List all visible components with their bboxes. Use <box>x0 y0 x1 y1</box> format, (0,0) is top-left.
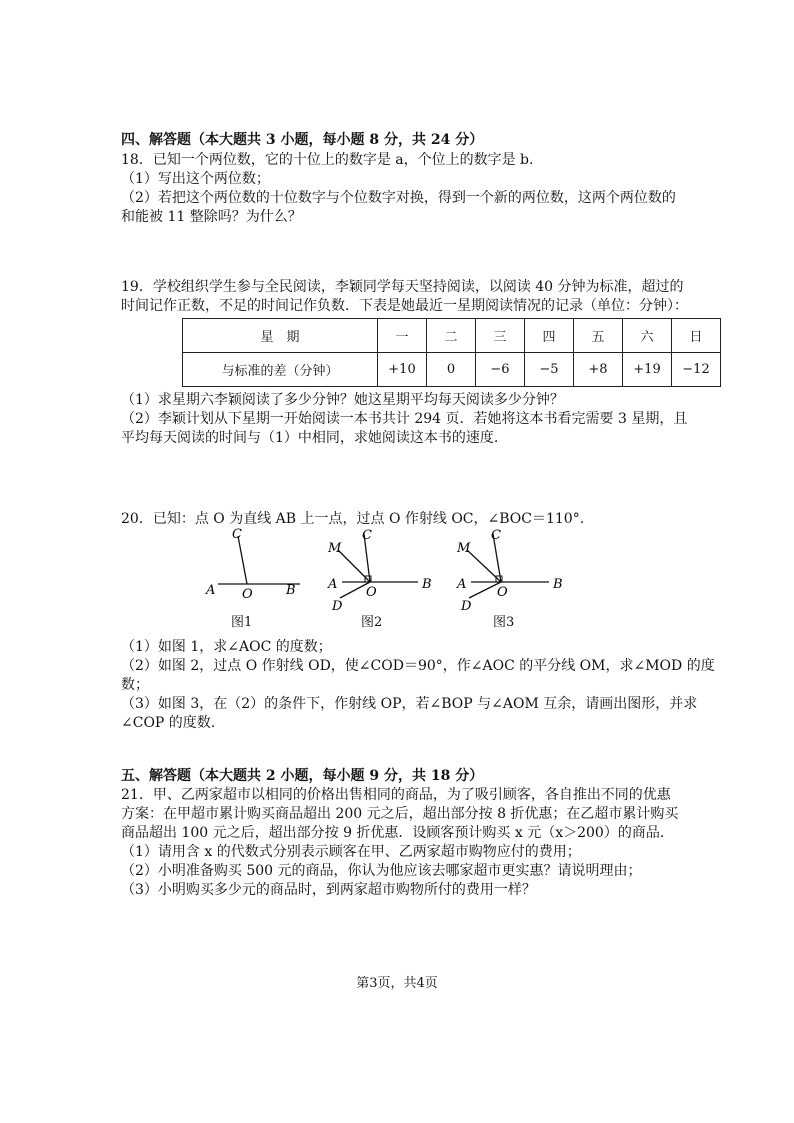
label-c: C <box>232 527 242 542</box>
figure-1 <box>200 528 310 607</box>
q19-line2: 时间记作正数，不足的时间记作负数．下表是她最近一星期阅读情况的记录（单位：分钟）： <box>121 298 688 314</box>
label-a: A <box>457 577 467 592</box>
label-b: B <box>286 583 296 598</box>
q18-part1: （1）写出这个两位数； <box>121 171 270 187</box>
table-day-cell: 三 <box>476 319 525 353</box>
q18-part2-line1: （2）若把这个两位数的十位数字与个位数字对换，得到一个新的两位数，这两个两位数的 <box>121 190 676 206</box>
q20-part2-line2: 数； <box>121 677 149 693</box>
table-day-cell: 五 <box>574 319 623 353</box>
q20-part3-line1: （3）如图 3，在（2）的条件下，作射线 OP，若∠BOP 与∠AOM 互余，请画出图形，并求 <box>121 696 698 712</box>
label-b: B <box>553 577 563 592</box>
label-d: D <box>332 599 343 614</box>
q21-line1: 21．甲、乙两家超市以相同的价格出售相同的商品，为了吸引顾客，各自推出不同的优惠 <box>121 787 671 803</box>
figure-2-drawing <box>322 528 437 613</box>
label-m: M <box>328 541 342 556</box>
q21-part2: （2）小明准备购买 500 元的商品，你认为他应该去哪家超市更实惠？请说明理由； <box>121 863 642 879</box>
section5-heading: 五、解答题（本大题共 2 小题，每小题 9 分，共 18 分） <box>121 768 484 784</box>
ray-oc <box>238 536 247 584</box>
label-o: O <box>497 585 508 600</box>
table-value-cell: 0 <box>427 353 476 387</box>
table-day-cell: 六 <box>623 319 672 353</box>
table-value-cell: −5 <box>525 353 574 387</box>
figure-1-drawing <box>200 528 310 603</box>
q20-part2-line1: （2）如图 2，过点 O 作射线 OD，使∠COD＝90°，作∠AOC 的平分线 OM，求∠MOD 的度 <box>121 658 715 674</box>
figure-2 <box>322 528 437 617</box>
table-value-cell: +10 <box>378 353 427 387</box>
q19-part1: （1）求星期六李颖阅读了多少分钟？她这星期平均每天阅读多少分钟？ <box>121 392 564 408</box>
table-header-label: 星 期 <box>183 319 378 353</box>
table-row <box>183 319 721 353</box>
label-a: A <box>206 583 216 598</box>
figure-2-caption: 图2 <box>361 615 383 630</box>
figure-1-caption: 图1 <box>231 615 253 630</box>
figure-3-caption: 图3 <box>493 615 515 630</box>
table-day-cell: 日 <box>672 319 721 353</box>
q21-part3: （3）小明购买多少元的商品时，到两家超市购物所付的费用一样？ <box>121 882 536 898</box>
q19-part2-line1: （2）李颖计划从下星期一开始阅读一本书共计 294 页．若她将这本书看完需要 3 星期，且 <box>121 411 688 427</box>
q21-line2: 方案：在甲超市累计购买商品超出 200 元之后，超出部分按 8 折优惠；在乙超市累计购买 <box>121 806 679 822</box>
table-value-cell: −6 <box>476 353 525 387</box>
table-day-cell: 一 <box>378 319 427 353</box>
reading-record-table <box>182 318 721 387</box>
page-footer: 第3页，共4页 <box>356 976 438 991</box>
label-o: O <box>366 585 377 600</box>
q18-stem: 18．已知一个两位数，它的十位上的数字是 a，个位上的数字是 b. <box>121 152 534 168</box>
table-value-cell: +8 <box>574 353 623 387</box>
q20-part3-line2: ∠COP 的度数. <box>121 715 216 731</box>
section4-heading: 四、解答题（本大题共 3 小题，每小题 8 分，共 24 分） <box>121 132 484 148</box>
label-o: O <box>242 587 253 602</box>
label-m: M <box>457 541 471 556</box>
q20-stem: 20．已知：点 O 为直线 AB 上一点，过点 O 作射线 OC，∠BOC＝110°. <box>121 511 585 527</box>
q20-part1: （1）如图 1，求∠AOC 的度数； <box>121 639 332 655</box>
figure-3-drawing <box>451 528 566 613</box>
q21-part1: （1）请用含 x 的代数式分别表示顾客在甲、乙两家超市购物应付的费用； <box>121 844 581 860</box>
label-c: C <box>362 528 372 543</box>
label-a: A <box>328 577 338 592</box>
label-b: B <box>422 577 432 592</box>
q19-part2-line2: 平均每天阅读的时间与（1）中相同，求她阅读这本书的速度. <box>121 430 499 446</box>
label-d: D <box>461 599 472 614</box>
table-value-cell: −12 <box>672 353 721 387</box>
table-value-cell: +19 <box>623 353 672 387</box>
figure-3 <box>451 528 566 617</box>
q19-line1: 19．学校组织学生参与全民阅读，李颖同学每天坚持阅读，以阅读 40 分钟为标准，超过的 <box>121 279 684 295</box>
table-row-label: 与标准的差（分钟） <box>183 353 378 387</box>
q18-part2-line2: 和能被 11 整除吗？为什么？ <box>121 209 302 225</box>
q21-line3: 商品超出 100 元之后，超出部分按 9 折优惠．设顾客预计购买 x 元（x＞200）的商品. <box>121 825 665 841</box>
table-day-cell: 二 <box>427 319 476 353</box>
label-c: C <box>491 528 501 543</box>
table-day-cell: 四 <box>525 319 574 353</box>
table-row <box>183 353 721 387</box>
